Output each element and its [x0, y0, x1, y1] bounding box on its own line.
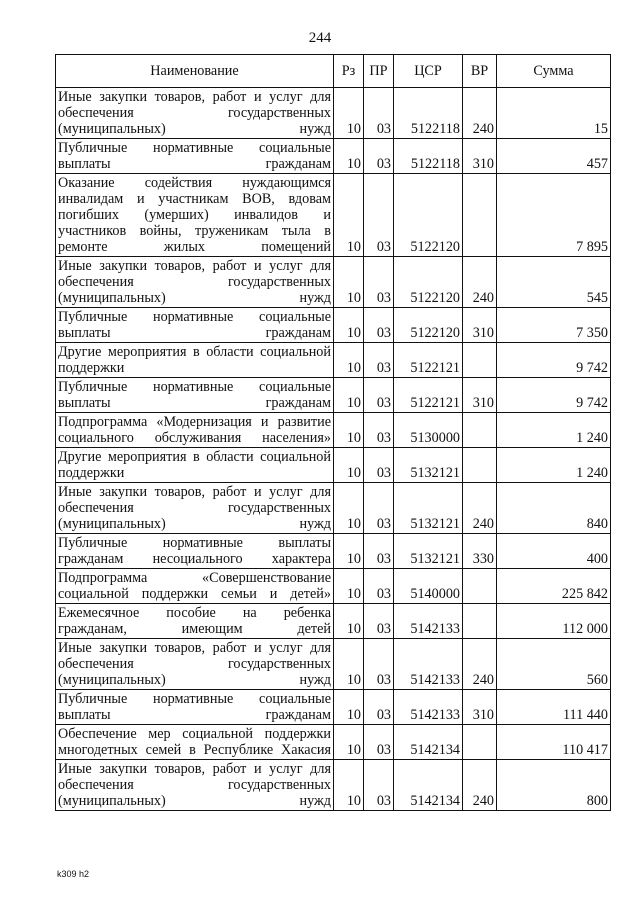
cell-csr: 5140000	[394, 569, 463, 604]
table-row	[56, 534, 611, 569]
table-row	[56, 639, 611, 690]
header-sum: Сумма	[497, 55, 611, 88]
cell-pr: 03	[364, 690, 394, 725]
cell-sum: 7 350	[497, 308, 611, 343]
cell-vr	[463, 448, 497, 483]
cell-name: Оказание содействия нуждающимся инвалидам и участникам ВОВ, вдовам погибших (умерших) инвалидов и участников войны, труженикам тыла в ремонте жилых помещений	[56, 174, 334, 257]
cell-csr: 5132121	[394, 448, 463, 483]
cell-pr: 03	[364, 760, 394, 811]
cell-pr: 03	[364, 378, 394, 413]
cell-pr: 03	[364, 174, 394, 257]
cell-name: Иные закупки товаров, работ и услуг для обеспечения государственных (муниципальных) нужд	[56, 257, 334, 308]
table-row	[56, 448, 611, 483]
table-row	[56, 174, 611, 257]
cell-rz: 10	[334, 88, 364, 139]
cell-name: Публичные нормативные выплаты гражданам несоциального характера	[56, 534, 334, 569]
header-rz: Рз	[334, 55, 364, 88]
cell-pr: 03	[364, 534, 394, 569]
header-csr: ЦСР	[394, 55, 463, 88]
table-row	[56, 413, 611, 448]
cell-pr: 03	[364, 639, 394, 690]
budget-table	[55, 54, 611, 811]
cell-pr: 03	[364, 88, 394, 139]
cell-vr	[463, 569, 497, 604]
cell-name: Иные закупки товаров, работ и услуг для обеспечения государственных (муниципальных) нужд	[56, 760, 334, 811]
cell-rz: 10	[334, 139, 364, 174]
cell-vr: 240	[463, 483, 497, 534]
cell-vr: 310	[463, 308, 497, 343]
cell-vr: 310	[463, 690, 497, 725]
cell-csr: 5122121	[394, 378, 463, 413]
table-row	[56, 139, 611, 174]
cell-pr: 03	[364, 569, 394, 604]
table-row	[56, 604, 611, 639]
cell-csr: 5130000	[394, 413, 463, 448]
cell-sum: 1 240	[497, 413, 611, 448]
cell-vr	[463, 174, 497, 257]
table-row	[56, 308, 611, 343]
cell-pr: 03	[364, 343, 394, 378]
cell-pr: 03	[364, 308, 394, 343]
cell-sum: 7 895	[497, 174, 611, 257]
cell-sum: 400	[497, 534, 611, 569]
cell-pr: 03	[364, 413, 394, 448]
cell-rz: 10	[334, 448, 364, 483]
cell-csr: 5122120	[394, 257, 463, 308]
cell-vr	[463, 413, 497, 448]
cell-sum: 800	[497, 760, 611, 811]
cell-sum: 545	[497, 257, 611, 308]
cell-pr: 03	[364, 604, 394, 639]
cell-name: Другие мероприятия в области социальной поддержки	[56, 448, 334, 483]
cell-name: Иные закупки товаров, работ и услуг для обеспечения государственных (муниципальных) нужд	[56, 88, 334, 139]
cell-name: Обеспечение мер социальной поддержки многодетных семей в Республике Хакасия	[56, 725, 334, 760]
cell-csr: 5122120	[394, 174, 463, 257]
table-row	[56, 725, 611, 760]
cell-csr: 5132121	[394, 483, 463, 534]
cell-sum: 9 742	[497, 343, 611, 378]
cell-name: Публичные нормативные социальные выплаты гражданам	[56, 308, 334, 343]
cell-sum: 112 000	[497, 604, 611, 639]
cell-rz: 10	[334, 690, 364, 725]
cell-csr: 5122121	[394, 343, 463, 378]
cell-csr: 5122120	[394, 308, 463, 343]
table-row	[56, 760, 611, 811]
cell-rz: 10	[334, 604, 364, 639]
cell-sum: 457	[497, 139, 611, 174]
cell-vr	[463, 725, 497, 760]
table-row	[56, 88, 611, 139]
cell-sum: 225 842	[497, 569, 611, 604]
cell-vr: 240	[463, 257, 497, 308]
cell-sum: 9 742	[497, 378, 611, 413]
table-row	[56, 690, 611, 725]
cell-name: Публичные нормативные социальные выплаты гражданам	[56, 139, 334, 174]
cell-csr: 5132121	[394, 534, 463, 569]
cell-vr: 240	[463, 88, 497, 139]
cell-rz: 10	[334, 257, 364, 308]
cell-pr: 03	[364, 725, 394, 760]
cell-sum: 560	[497, 639, 611, 690]
cell-rz: 10	[334, 174, 364, 257]
table-row	[56, 483, 611, 534]
cell-sum: 15	[497, 88, 611, 139]
cell-name: Другие мероприятия в области социальной поддержки	[56, 343, 334, 378]
table-body	[56, 88, 611, 811]
cell-sum: 1 240	[497, 448, 611, 483]
cell-name: Публичные нормативные социальные выплаты гражданам	[56, 378, 334, 413]
cell-vr: 240	[463, 639, 497, 690]
cell-rz: 10	[334, 725, 364, 760]
cell-rz: 10	[334, 308, 364, 343]
cell-name: Публичные нормативные социальные выплаты гражданам	[56, 690, 334, 725]
cell-rz: 10	[334, 534, 364, 569]
cell-vr: 240	[463, 760, 497, 811]
cell-csr: 5142133	[394, 690, 463, 725]
cell-vr	[463, 343, 497, 378]
table-row	[56, 378, 611, 413]
cell-vr: 310	[463, 378, 497, 413]
cell-csr: 5142133	[394, 639, 463, 690]
table-row	[56, 257, 611, 308]
cell-name: Подпрограмма «Совершенствование социальной поддержки семьи и детей»	[56, 569, 334, 604]
cell-sum: 110 417	[497, 725, 611, 760]
cell-csr: 5142134	[394, 725, 463, 760]
cell-rz: 10	[334, 378, 364, 413]
cell-vr: 330	[463, 534, 497, 569]
cell-pr: 03	[364, 483, 394, 534]
cell-rz: 10	[334, 639, 364, 690]
cell-csr: 5122118	[394, 88, 463, 139]
cell-pr: 03	[364, 139, 394, 174]
cell-name: Ежемесячное пособие на ребенка гражданам, имеющим детей	[56, 604, 334, 639]
table-header-row	[56, 55, 611, 88]
cell-csr: 5142133	[394, 604, 463, 639]
cell-sum: 111 440	[497, 690, 611, 725]
cell-pr: 03	[364, 257, 394, 308]
cell-rz: 10	[334, 413, 364, 448]
header-vr: ВР	[463, 55, 497, 88]
footer-code: k309 h2	[57, 869, 90, 879]
cell-csr: 5122118	[394, 139, 463, 174]
cell-name: Подпрограмма «Модернизация и развитие социального обслуживания населения»	[56, 413, 334, 448]
header-name: Наименование	[56, 55, 334, 88]
cell-rz: 10	[334, 569, 364, 604]
cell-pr: 03	[364, 448, 394, 483]
page-number: 244	[308, 30, 332, 46]
cell-vr: 310	[463, 139, 497, 174]
cell-vr	[463, 604, 497, 639]
header-pr: ПР	[364, 55, 394, 88]
table-row	[56, 569, 611, 604]
cell-csr: 5142134	[394, 760, 463, 811]
cell-rz: 10	[334, 760, 364, 811]
cell-name: Иные закупки товаров, работ и услуг для обеспечения государственных (муниципальных) нужд	[56, 483, 334, 534]
cell-rz: 10	[334, 343, 364, 378]
cell-rz: 10	[334, 483, 364, 534]
cell-name: Иные закупки товаров, работ и услуг для обеспечения государственных (муниципальных) нужд	[56, 639, 334, 690]
table-row	[56, 343, 611, 378]
cell-sum: 840	[497, 483, 611, 534]
